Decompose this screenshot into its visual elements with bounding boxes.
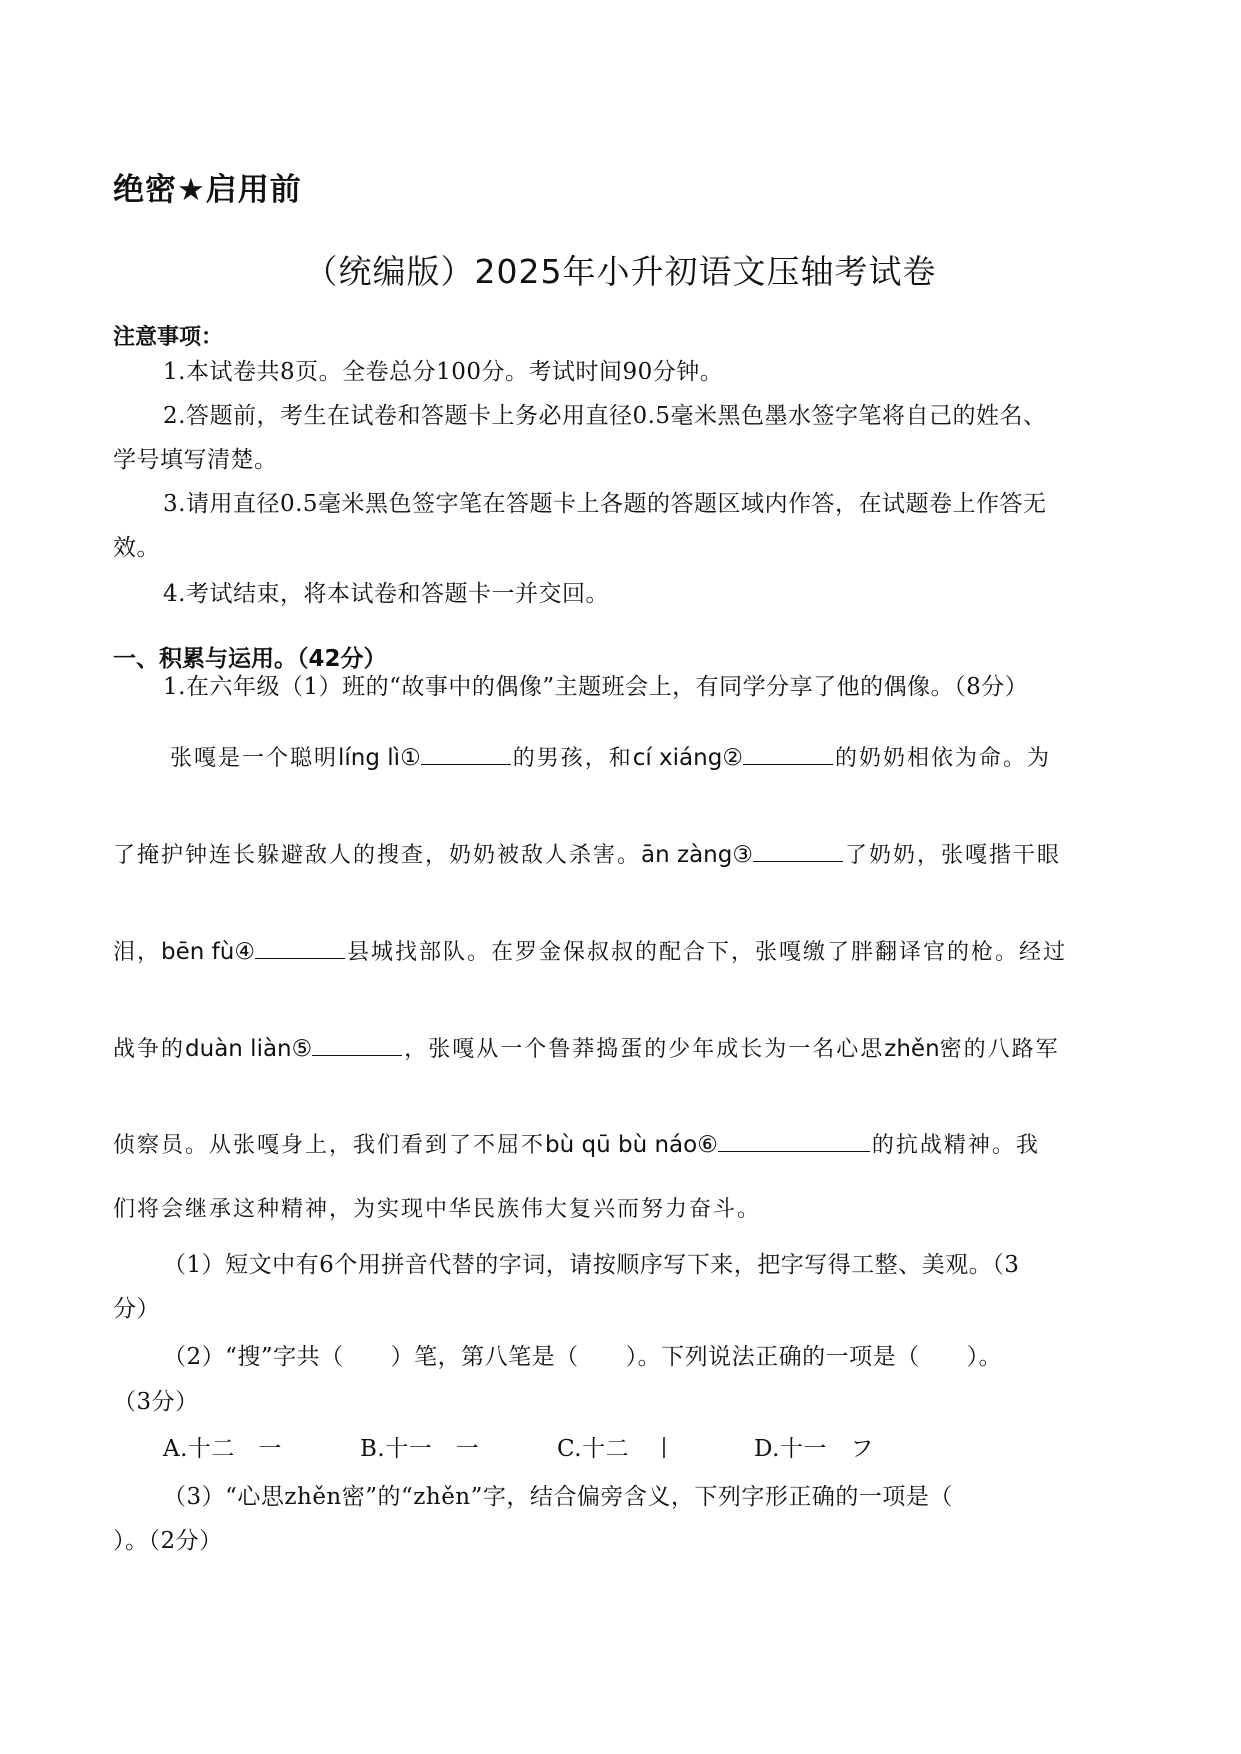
question-1-intro: 1.在六年级（1）班的“故事中的偶像”主题班会上，有同学分享了他的偶像。（8分） [163, 674, 1029, 700]
subquestion-1-cont: 分） [113, 1296, 160, 1322]
passage-text: 侦察员。从张嘎身上，我们看到了不屈不 [113, 1133, 546, 1158]
subquestion-3: （3）“心思zhěn密”的“zhěn”字，结合偏旁含义，下列字形正确的一项是（ [163, 1484, 953, 1510]
passage-line-4 [113, 1032, 1060, 1063]
passage-text: ，张嘎从一个鲁莽捣蛋的少年成长为一名心思 [404, 1037, 885, 1062]
answer-blank[interactable] [753, 839, 843, 862]
passage-line-1 [170, 741, 1051, 772]
notice-item-2-cont: 学号填写清楚。 [113, 447, 278, 473]
passage-line-6: 们将会继承这种精神，为实现中华民族伟大复兴而努力奋斗。 [113, 1197, 762, 1222]
notice-item-2: 2.答题前，考生在试卷和答题卡上务必用直径0.5毫米黑色墨水签字笔将自己的姓名、 [163, 403, 1047, 429]
answer-blank[interactable] [255, 936, 345, 959]
answer-blank[interactable] [743, 742, 833, 765]
notice-item-4: 4.考试结束，将本试卷和答题卡一并交回。 [163, 581, 609, 607]
subquestion-2: （2）“搜”字共（ ）笔，第八笔是（ ）。下列说法正确的一项是（ ）。 [163, 1344, 1003, 1370]
option-d[interactable]: D.十一 フ [754, 1436, 874, 1462]
option-a[interactable]: A.十二 一 [163, 1436, 282, 1462]
pinyin-prompt: bēn fù④ [161, 939, 255, 965]
option-c[interactable]: C.十二 丨 [557, 1436, 677, 1462]
passage-text: 泪， [113, 940, 162, 965]
passage-text: 的男孩，和 [512, 746, 633, 771]
passage-line-3 [113, 935, 1067, 966]
notice-heading: 注意事项： [113, 325, 224, 350]
pinyin-prompt: zhěn [884, 1036, 940, 1062]
pinyin-prompt: bù qū bù náo⑥ [545, 1132, 718, 1158]
passage-text: 的抗战精神。我 [871, 1133, 1040, 1158]
passage-line-5 [113, 1128, 1040, 1159]
passage-text: 张嘎是一个聪明 [170, 746, 339, 771]
passage-text: 战争的 [113, 1037, 186, 1062]
option-b[interactable]: B.十一 一 [360, 1436, 480, 1462]
answer-blank[interactable] [421, 742, 511, 765]
passage-text: 的奶奶相依为命。为 [834, 746, 1051, 771]
passage-text: 了掩护钟连长躲避敌人的搜查，奶奶被敌人杀害。 [113, 843, 642, 868]
passage-text: 县城找部队。在罗金保叔叔的配合下，张嘎缴了胖翻译官的枪。经过 [346, 940, 1067, 965]
answer-blank[interactable] [718, 1129, 870, 1152]
subquestion-2-cont: （3分） [113, 1389, 199, 1415]
pinyin-prompt: cí xiáng② [632, 745, 743, 771]
page-title: （统编版）2025年小升初语文压轴考试卷 [304, 252, 937, 291]
answer-blank[interactable] [312, 1033, 402, 1056]
notice-item-3: 3.请用直径0.5毫米黑色签字笔在答题卡上各题的答题区域内作答，在试题卷上作答无 [163, 491, 1047, 517]
pinyin-prompt: duàn liàn⑤ [185, 1036, 313, 1062]
pinyin-prompt: líng lì① [338, 745, 421, 771]
notice-item-1: 1.本试卷共8页。全卷总分100分。考试时间90分钟。 [163, 359, 724, 385]
passage-line-2 [113, 838, 1061, 869]
passage-text: 了奶奶，张嘎揩干眼 [844, 843, 1061, 868]
confidential-label: 绝密★启用前 [113, 172, 302, 208]
section-heading: 一、积累与运用。（42分） [113, 646, 387, 672]
notice-item-3-cont: 效。 [113, 535, 160, 561]
subquestion-1: （1）短文中有6个用拼音代替的字词，请按顺序写下来，把字写得工整、美观。（3 [163, 1252, 1020, 1278]
subquestion-3-cont: ）。（2分） [113, 1528, 223, 1554]
passage-text: 密的八路军 [939, 1037, 1060, 1062]
pinyin-prompt: ān zàng③ [641, 842, 753, 868]
